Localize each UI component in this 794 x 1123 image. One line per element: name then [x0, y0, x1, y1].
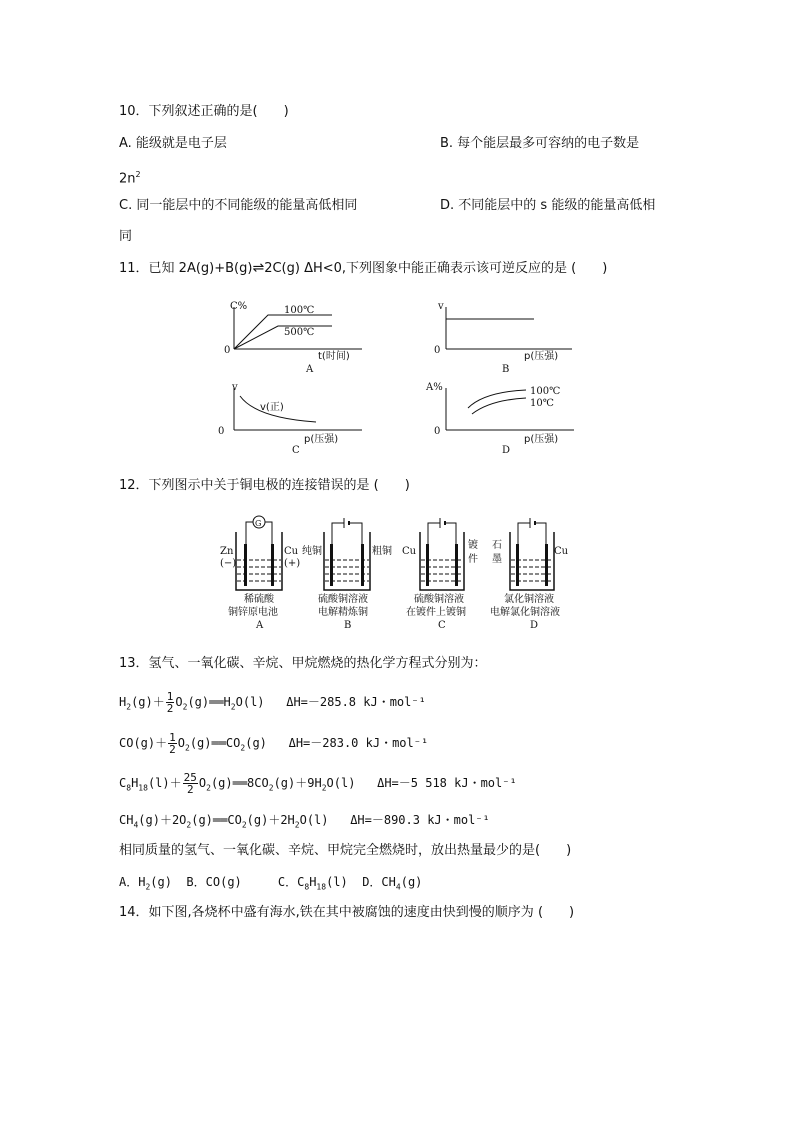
- eq1-part: (g)══H: [187, 695, 231, 709]
- graph-a-curve-500: [234, 326, 332, 349]
- q13-option-d-tail: (g): [400, 875, 423, 889]
- q13-option-a: A．H: [119, 875, 146, 889]
- eq2-part: (g)══CO: [189, 736, 241, 750]
- graph-d-x-label: p(压强): [524, 434, 559, 445]
- eq1-fraction: [166, 691, 175, 714]
- eq2-fraction: [168, 732, 177, 755]
- equilibrium-arrow-icon: ⇌: [252, 260, 265, 276]
- graph-d-caption: D: [502, 445, 511, 456]
- q11-graph-a: [222, 297, 372, 377]
- q10-option-d-continuation: 同: [119, 229, 133, 244]
- q11-mid: 2C(g) ΔH: [264, 261, 323, 276]
- cell-d-right: Cu: [554, 546, 569, 557]
- cell-b-left: 纯铜: [302, 546, 322, 557]
- q10-option-a: A. 能级就是电子层: [119, 136, 227, 151]
- eq3-frac-den: 2: [186, 783, 194, 796]
- graph-a-series-100: 100℃: [284, 305, 315, 316]
- cell-a-right: Cu: [284, 546, 299, 557]
- q13-stem: 13．氢气、一氧化碳、辛烷、甲烷燃烧的热化学方程式分别为：: [119, 656, 487, 671]
- q13-option-d-sub: 4: [395, 882, 401, 892]
- eq2-part: O: [177, 736, 185, 750]
- cell-d-caption: D: [530, 620, 539, 631]
- eq4-part: O(l): [299, 813, 329, 827]
- q11-graph-b: [432, 297, 582, 377]
- q11-stem: [119, 259, 607, 278]
- eq2-sub: 2: [240, 743, 246, 753]
- eq3-part: (g)══8CO: [210, 776, 269, 790]
- eq3-sub: 2: [268, 783, 274, 793]
- graph-a-x-label: t(时间): [318, 351, 350, 362]
- cell-a-caption: A: [256, 620, 264, 631]
- q10-option-d: D. 不同能层中的 s 能级的能量高低相: [440, 198, 656, 213]
- q14-stem: 14．如下图,各烧杯中盛有海水,铁在其中被腐蚀的速度由快到慢的顺序为 ( ): [119, 905, 575, 920]
- graph-b-origin: 0: [434, 345, 441, 356]
- cell-b-right: 粗铜: [372, 546, 392, 557]
- q13-option-c: C．C: [277, 875, 305, 889]
- q13-eq3: [119, 767, 517, 804]
- graph-a-y-label: C%: [230, 301, 248, 312]
- eq4-sub: 2: [294, 820, 300, 830]
- eq1-part: O: [175, 695, 183, 709]
- graph-d-curve-10: [472, 398, 526, 414]
- eq1-part: (g)＋: [131, 695, 165, 709]
- eq4-part: CH: [119, 813, 134, 827]
- q11-lt: <: [322, 261, 334, 276]
- q13-question: 相同质量的氢气、一氧化碳、辛烷、甲烷完全燃烧时，放出热量最少的是( ): [119, 843, 572, 858]
- eq2-part: (g): [245, 736, 267, 750]
- q10-b-base: 2n: [119, 171, 136, 187]
- eq2-frac-num: 1: [169, 731, 176, 744]
- graph-a-curve-100: [234, 315, 332, 349]
- cell-d-desc: 电解氯化铜溶液: [490, 607, 560, 618]
- q12-cell-c: [400, 512, 490, 634]
- eq4-sub: 4: [133, 820, 139, 830]
- q13-option-a-tail: (g): [150, 875, 172, 889]
- graph-c-x-label: p(压强): [304, 434, 339, 445]
- eq1-sub: 2: [230, 702, 236, 712]
- q10-option-c: C. 同一能层中的不同能级的能量高低相同: [119, 198, 358, 213]
- q13-option-d: D．CH: [362, 875, 396, 889]
- eq2-frac-den: 2: [169, 743, 176, 756]
- cell-c-caption: C: [438, 620, 446, 631]
- eq1-part: O(l): [235, 695, 265, 709]
- q13-option-c-mid: H: [309, 875, 317, 889]
- q11-graph-c: [216, 378, 366, 458]
- eq4-sub: 2: [241, 820, 247, 830]
- eq4-part: (g)＋2H: [246, 813, 295, 827]
- eq3-sub: 2: [321, 783, 327, 793]
- q13-options: [119, 873, 422, 896]
- eq3-part: O(l): [326, 776, 356, 790]
- graph-d-series-100: 100℃: [530, 386, 561, 397]
- eq2-enthalpy: ΔH=－283.0 kJ・mol⁻¹: [288, 736, 429, 750]
- q13-option-c-sub: 18: [316, 882, 327, 892]
- graph-d-origin: 0: [434, 426, 441, 437]
- graph-b-x-label: p(压强): [524, 351, 559, 362]
- eq4-part: (g)＋2O: [138, 813, 187, 827]
- cell-c-right-2: 件: [468, 554, 478, 565]
- cell-a-left-sign: (−): [220, 558, 237, 569]
- cell-c-right-1: 镀: [468, 540, 478, 551]
- eq1-sub: 2: [126, 702, 132, 712]
- eq1-sub: 2: [182, 702, 188, 712]
- graph-b-caption: B: [502, 364, 510, 375]
- q12-cell-d: [488, 512, 584, 634]
- eq3-sub: 2: [206, 783, 211, 793]
- q12-cell-a: [218, 512, 308, 634]
- galvanometer-label: G: [255, 519, 262, 528]
- eq3-part: H: [131, 776, 139, 790]
- q13-eq2: [119, 727, 428, 764]
- eq4-enthalpy: ΔH=－890.3 kJ・mol⁻¹: [350, 813, 490, 827]
- eq1-frac-num: 1: [166, 690, 174, 703]
- q13-option-c-tail: (l): [326, 875, 348, 889]
- q10-b-exp: 2: [135, 170, 141, 179]
- graph-a-origin: 0: [224, 345, 231, 356]
- eq3-part: C: [119, 776, 127, 790]
- cell-c-left: Cu: [402, 546, 417, 557]
- eq3-enthalpy: ΔH=－5 518 kJ・mol⁻¹: [377, 776, 517, 790]
- q10-stem: 10．下列叙述正确的是( ): [119, 104, 289, 119]
- eq2-sub: 2: [184, 743, 190, 753]
- q13-option-a-sub: 2: [145, 882, 151, 892]
- q13-option-b: B．CO(g): [186, 875, 242, 889]
- q13-eq1: [119, 686, 426, 723]
- cell-c-desc: 在镀件上镀铜: [406, 607, 466, 618]
- cell-d-left-1: 石: [492, 540, 502, 551]
- eq2-part: CO(g)＋: [119, 736, 168, 750]
- graph-a-series-500: 500℃: [284, 327, 315, 338]
- eq4-sub: 2: [186, 820, 192, 830]
- cell-a-desc: 铜锌原电池: [228, 607, 278, 618]
- cell-d-solution: 氯化铜溶液: [504, 594, 554, 605]
- eq3-part: (g)＋9H: [273, 776, 322, 790]
- cell-c-solution: 硫酸铜溶液: [414, 594, 464, 605]
- cell-a-left: Zn: [220, 546, 234, 557]
- eq1-frac-den: 2: [166, 702, 174, 715]
- eq3-fraction: [183, 772, 198, 795]
- eq3-part: (l)＋: [147, 776, 182, 790]
- eq3-part: O: [198, 776, 207, 790]
- eq1-enthalpy: ΔH=－285.8 kJ・mol⁻¹: [286, 695, 426, 709]
- cell-b-desc: 电解精炼铜: [318, 607, 368, 618]
- graph-b-y-label: v: [438, 301, 444, 312]
- eq3-sub: 18: [138, 783, 148, 793]
- q13-eq4: [119, 811, 490, 834]
- eq4-part: (g)══CO: [191, 813, 242, 827]
- q12-cell-b: [302, 512, 398, 634]
- graph-d-series-10: 10℃: [530, 398, 554, 409]
- eq3-sub: 8: [126, 783, 132, 793]
- cell-b-caption: B: [344, 620, 352, 631]
- cell-a-right-sign: (+): [284, 558, 301, 569]
- graph-c-y-label: v: [232, 382, 238, 393]
- cell-b-solution: 硫酸铜溶液: [318, 594, 368, 605]
- cell-d-left-2: 墨: [492, 554, 502, 565]
- q10-option-b: B. 每个能层最多可容纳的电子数是: [440, 136, 640, 151]
- eq3-frac-num: 25: [183, 771, 197, 784]
- eq1-part: H: [119, 695, 127, 709]
- q10-option-b-continuation: [119, 166, 141, 188]
- graph-c-origin: 0: [218, 426, 225, 437]
- graph-a-caption: A: [306, 364, 314, 375]
- graph-c-curve-label: v(正): [260, 402, 284, 413]
- cell-a-solution: 稀硫酸: [244, 594, 274, 605]
- graph-c-caption: C: [292, 445, 300, 456]
- q13-option-c-sub: 8: [304, 882, 310, 892]
- q11-pre: 11．已知 2A(g)+B(g): [119, 261, 253, 276]
- q12-stem: 12．下列图示中关于铜电极的连接错误的是 ( ): [119, 478, 410, 493]
- q11-graph-d: [426, 378, 586, 458]
- q11-post: 0,下列图象中能正确表示该可逆反应的是 ( ): [333, 261, 608, 276]
- graph-d-y-label: A%: [426, 382, 443, 393]
